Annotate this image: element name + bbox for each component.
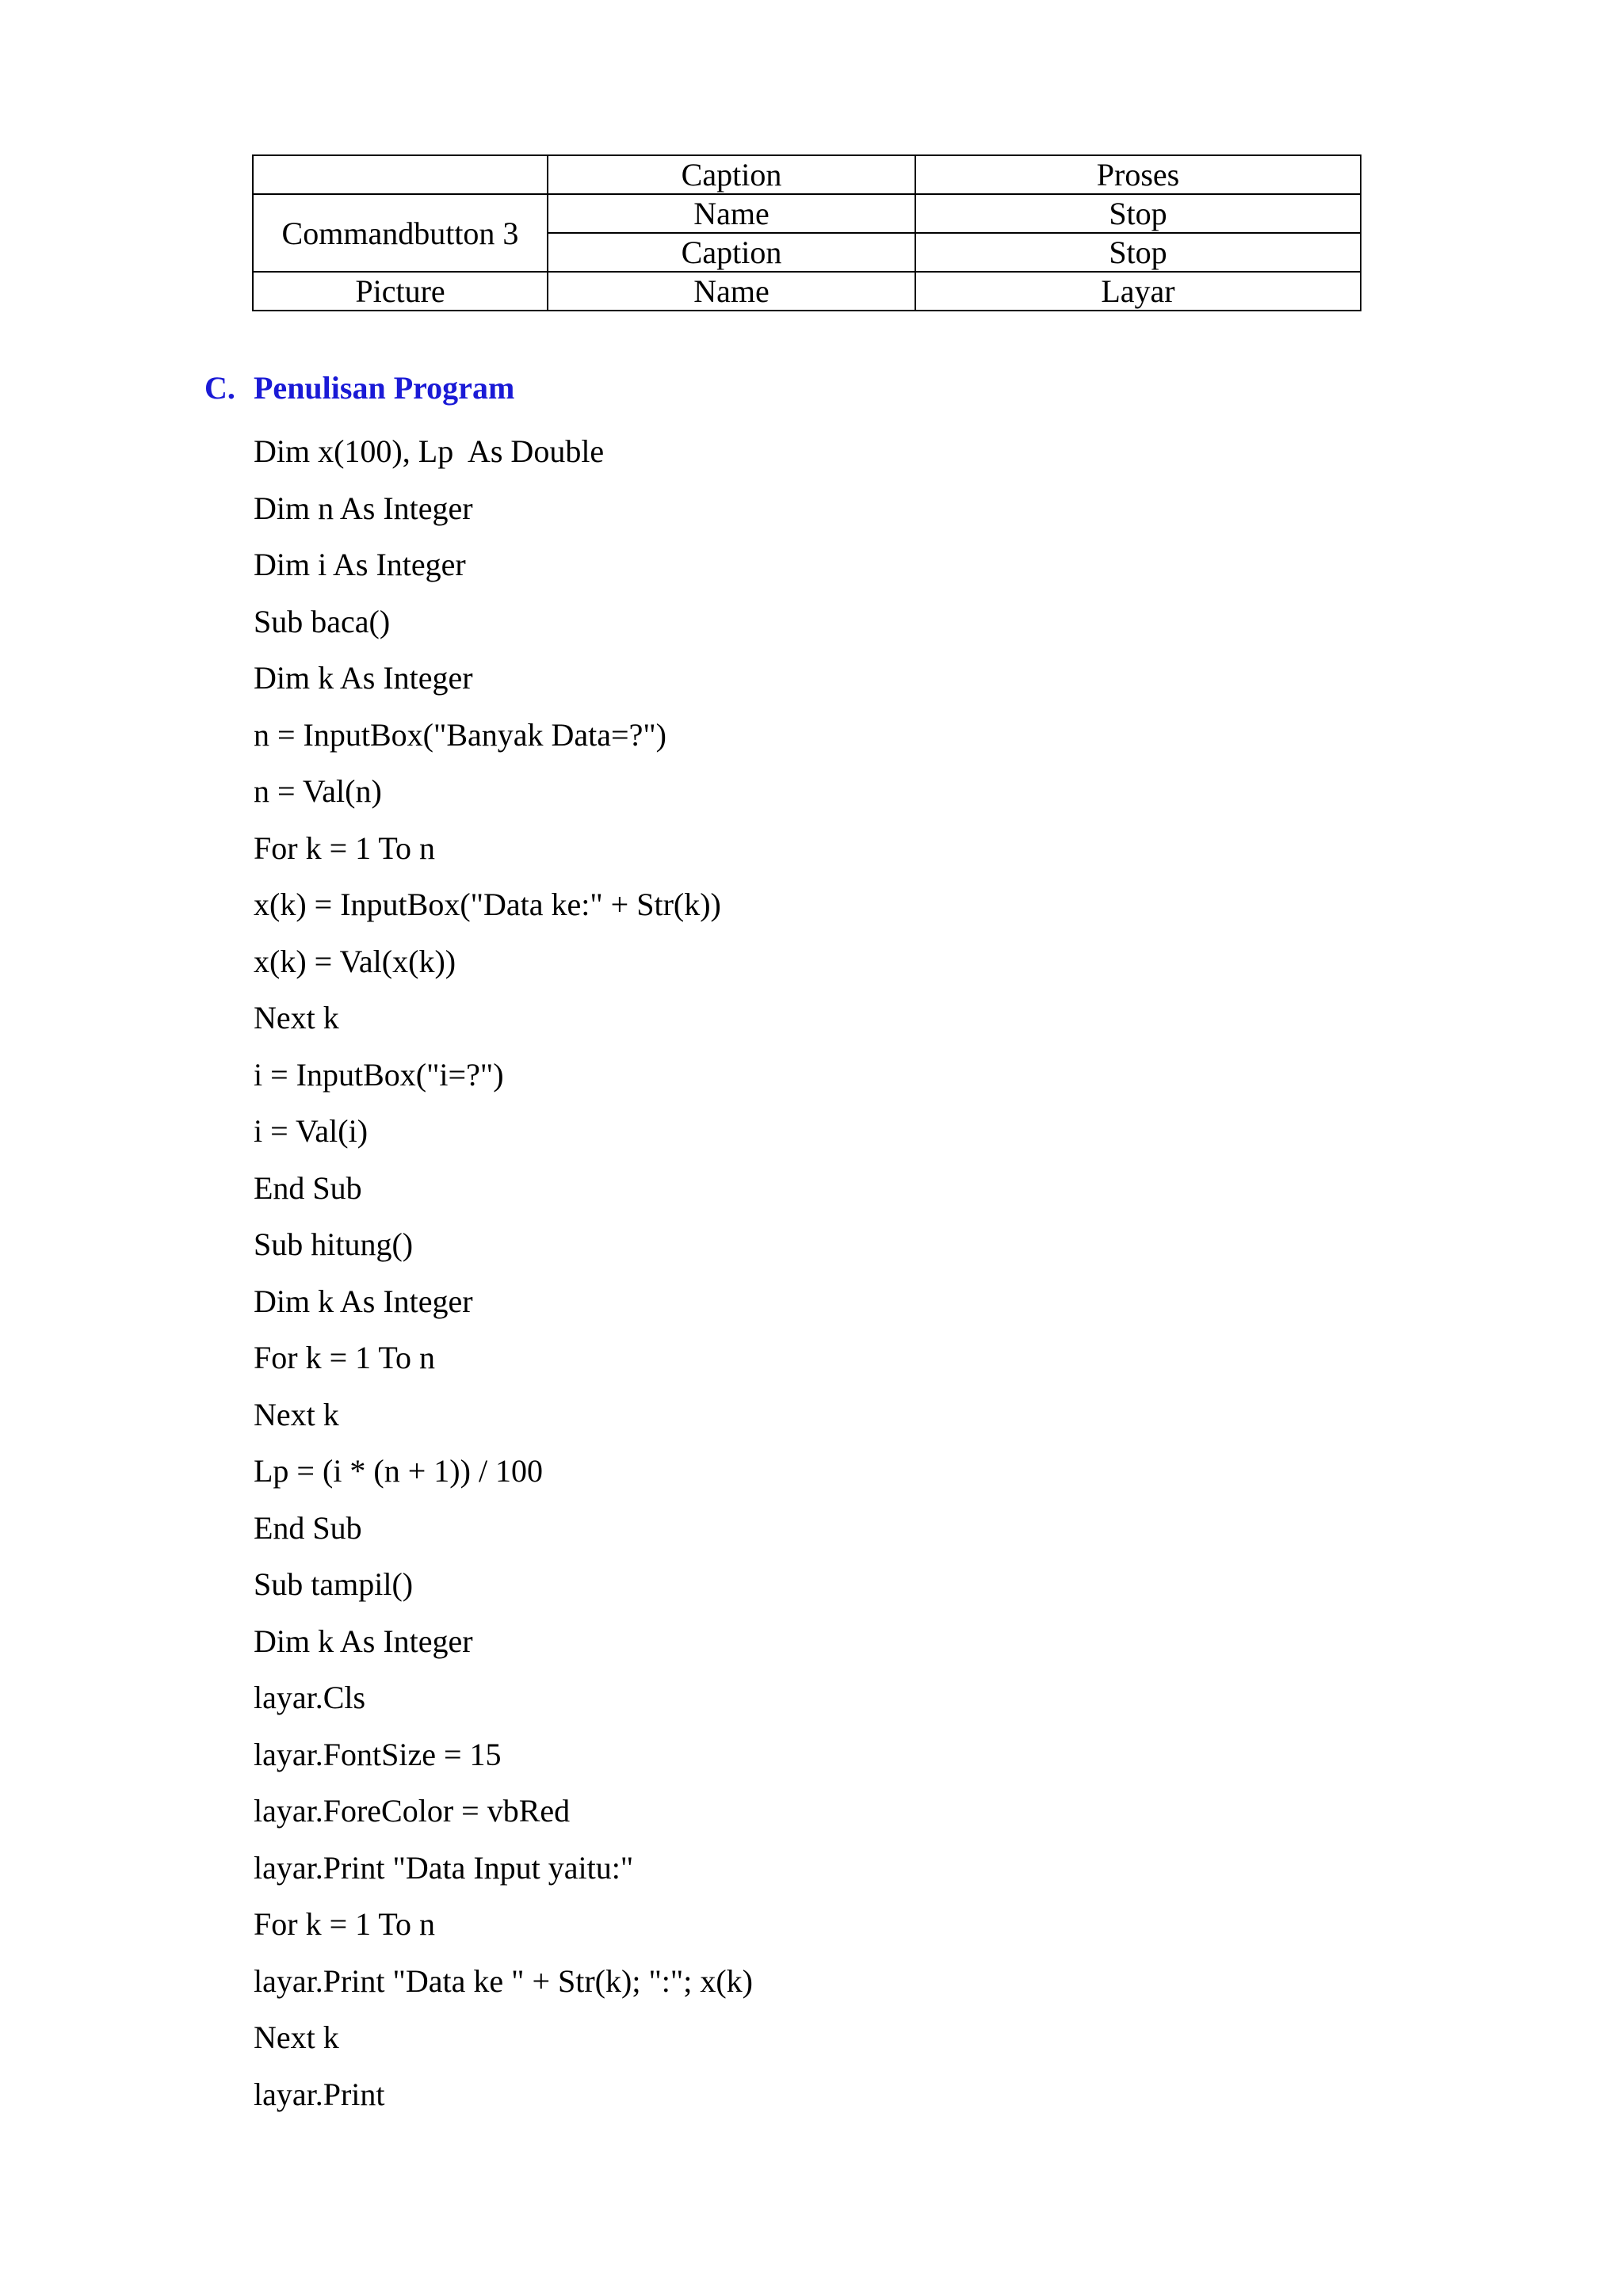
code-line: n = InputBox("Banyak Data=?") (254, 716, 666, 753)
table-cell: Proses (915, 155, 1361, 194)
code-line: layar.FontSize = 15 (254, 1736, 502, 1772)
code-line: Dim k As Integer (254, 1623, 473, 1659)
code-line: For k = 1 To n (254, 1906, 436, 1942)
object-name-cell: Commandbutton 3 (253, 194, 548, 272)
section-heading (204, 366, 514, 410)
code-line: Dim x(100), Lp As Double (254, 433, 605, 469)
table-row (253, 272, 1361, 311)
code-line: layar.Cls (254, 1680, 366, 1715)
code-line: layar.Print "Data ke " + Str(k); ":"; x(k) (254, 1962, 753, 1999)
code-line: Sub baca() (254, 603, 391, 639)
code-line: For k = 1 To n (254, 830, 436, 866)
table-cell: Name (548, 272, 915, 311)
table-cell (253, 155, 548, 194)
table-cell: Layar (915, 272, 1361, 311)
code-line: Dim i As Integer (254, 547, 466, 582)
code-line: For k = 1 To n (254, 1340, 436, 1375)
table-row (253, 155, 1361, 194)
code-line: Sub hitung() (254, 1226, 414, 1262)
code-line: i = InputBox("i=?") (254, 1056, 504, 1093)
table-cell: Stop (915, 194, 1361, 233)
code-line: x(k) = InputBox("Data ke:" + Str(k)) (254, 887, 721, 922)
code-line: n = Val(n) (254, 773, 382, 809)
table-cell: Caption (548, 155, 915, 194)
code-line: Dim k As Integer (254, 1283, 473, 1319)
table-cell: Name (548, 194, 915, 233)
section-letter: C. (204, 370, 235, 406)
table-cell: Caption (548, 233, 915, 272)
code-line: End Sub (254, 1169, 362, 1206)
code-line: layar.ForeColor = vbRed (254, 1793, 571, 1829)
code-listing (254, 423, 753, 2122)
code-line: i = Val(i) (254, 1113, 369, 1149)
code-line: Next k (254, 1396, 339, 1432)
code-line: x(k) = Val(x(k)) (254, 943, 456, 979)
code-line: Lp = (i * (n + 1)) / 100 (254, 1453, 544, 1489)
code-line: Next k (254, 2019, 339, 2055)
code-line: Dim k As Integer (254, 660, 473, 696)
table-cell: Picture (253, 272, 548, 311)
code-line: Sub tampil() (254, 1566, 414, 1602)
section-title: Penulisan Program (254, 370, 515, 406)
code-line: End Sub (254, 1509, 362, 1546)
table-cell: Stop (915, 233, 1361, 272)
code-line: Dim n As Integer (254, 490, 473, 526)
table-row (253, 194, 1361, 233)
code-line: layar.Print "Data Input yaitu:" (254, 1849, 634, 1886)
properties-table (252, 154, 1361, 311)
code-line: Next k (254, 1000, 339, 1035)
code-line: layar.Print (254, 2076, 385, 2112)
